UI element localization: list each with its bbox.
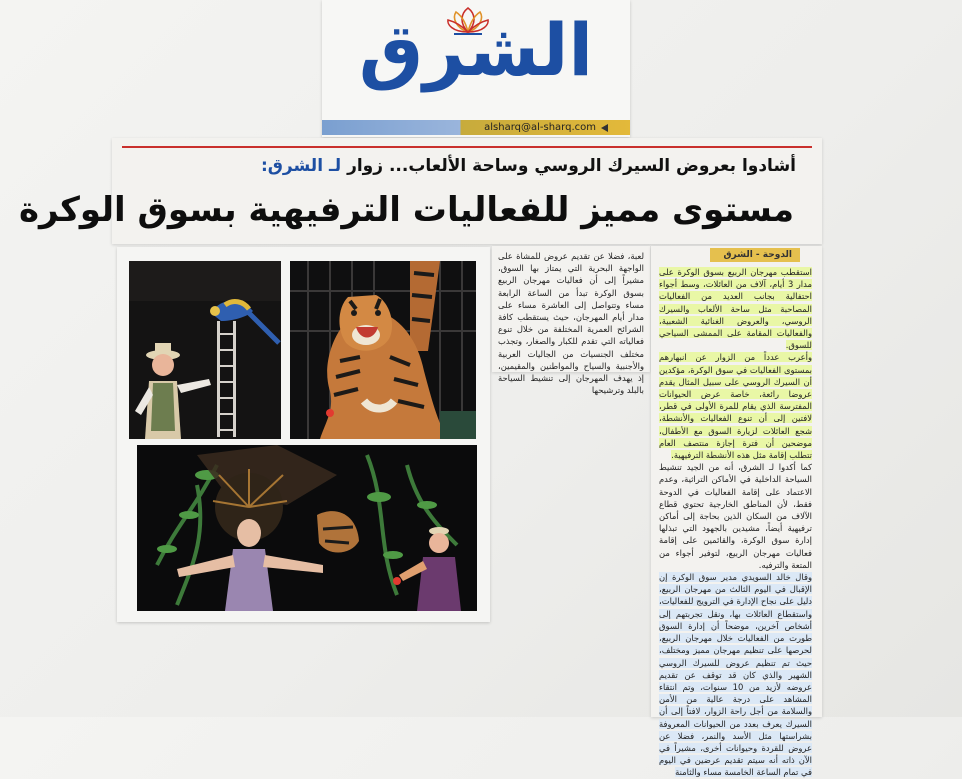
photo-clipping — [117, 247, 490, 622]
masthead-url-bar — [322, 120, 630, 135]
paragraph-visitors: وأعرب عدداً من الزوار عن انبهارهم بمستوى الفعاليات في سوق الوكرة، مؤكدين أن السيرك الروسي على سبيل المثال يقدم عروضا رائعة، خاصة عرض الحيوانات المفترسة الذي يقام للمرة الأولى في قطر، لافتين إلى أن تنوع الفعاليات والأنشطة، شجع العائلات لزيارة السوق مع الأطفال، موضحين أن فترة إجازة منتصف العام تتطلب إقامة مثل هذه الأنشطة الترفيهية. — [659, 352, 812, 461]
photo-tiger — [290, 261, 476, 439]
red-rule — [122, 146, 812, 148]
photo-costumed-performers — [137, 445, 477, 611]
paragraph-tourism: كما أكدوا لـ الشرق، أنه من الجيد تنشيط السياحة الداخلية في الأماكن التراثية، وعدم الاعتماد على إقامة الفعاليات في الدوحة فقط، لأن المناطق الخارجية تحتوي قطاع الآلاف من السكان الذين بحاجة إلى أماكن ترفيهية أيضاً، مشيدين بالجهود التي تبذلها إدارة سوق الوكرة، والقائمين على إقامة فعاليات مهرجان الربيع، لتوفير أجواء من المتعة والترفيه. — [659, 462, 812, 570]
masthead-url: alsharq@al-sharq.com — [484, 122, 596, 133]
headline-clipping — [18, 138, 822, 244]
headline: مستوى مميز للفعاليات الترفيهية بسوق الوكرة — [18, 190, 794, 230]
subheadline-source: لـ الشرق: — [260, 156, 342, 176]
article-text-middle: لعبة، فضلا عن تقديم عروض للمشاة على الواجهة البحرية التي يمتاز بها السوق، مشيراً إلى أن فعاليات مهرجان الربيع بسوق الوكرة تبدأ من الساعة الرابعة مساء وتتواصل إلى العاشرة مساء على مدار أيام المهرجان، حيث يستقطب كافة الشرائح العمرية المختلفة من خلال تنوع فعالياته التي تقدم للكبار والصغار، وتجذب مختلف الجنسيات من الجاليات العربية والأجنبية والسياح والمواطنين والمقيمين، إذ يهدف المهرجان إلى تنشيط السياحة بالبلد وترشيحها — [498, 251, 644, 396]
arrow-left-icon — [601, 124, 608, 132]
paragraph-director: وقال خالد السويدي مدير سوق الوكرة إن الإقبال في اليوم الثالث من مهرجان الربيع، دليل على نجاح الإدارة في الترويج للفعاليات، واستقطاع العائلات بها، ونقل تجربتهم إلى أشخاص آخرين، موضحاً أن إدارة السوق طورت من الفعاليات خلال مهرجان الربيع، لحرصها على تنظيم مهرجان مميز ومختلف، حيث تم تنظيم عروض للسيرك الروسي الشهير والذي كان قد توقف عن تقديم عروضه لأزيد من 10 سنوات، وتم انتقاء المشاهد على درجة عالية من الأمن والسلامة من أجل راحة الزوار، لافتاً إلى أن السيرك يعرف بعدد من الحيوانات المعروفة بشراستها مثل الأسد والنمر، فضلا عن عروض للقردة وحيوانات أخرى، مشيراً في الآن ذاته أنه سيتم تقديم عرضين في اليوم في تمام الساعة الخامسة مساء والثامنة — [659, 572, 812, 778]
photo-parrot-performer — [129, 261, 281, 439]
byline: الدوحة - الشرق — [710, 248, 800, 262]
subheadline — [261, 156, 796, 176]
newspaper-logo: الشرق — [358, 8, 594, 92]
masthead-clipping — [322, 0, 630, 137]
paragraph-intro: استقطب مهرجان الربيع بسوق الوكرة على مدار 3 أيام، آلاف من العائلات، وسط أجواء احتفالية بجانب العديد من الفعاليات المصاحبة مثل ساحة الألعاب والسيرك الروسي، والعروض الغنائية الشعبية، والفعاليات المقامة على الممشى السياحي للسوق. — [659, 267, 813, 351]
middle-text-clipping — [492, 246, 650, 396]
article-text-column — [659, 266, 813, 778]
right-column-clipping — [651, 246, 822, 778]
subheadline-main: أشادوا بعروض السيرك الروسي وساحة الألعاب... زوار — [347, 156, 796, 176]
